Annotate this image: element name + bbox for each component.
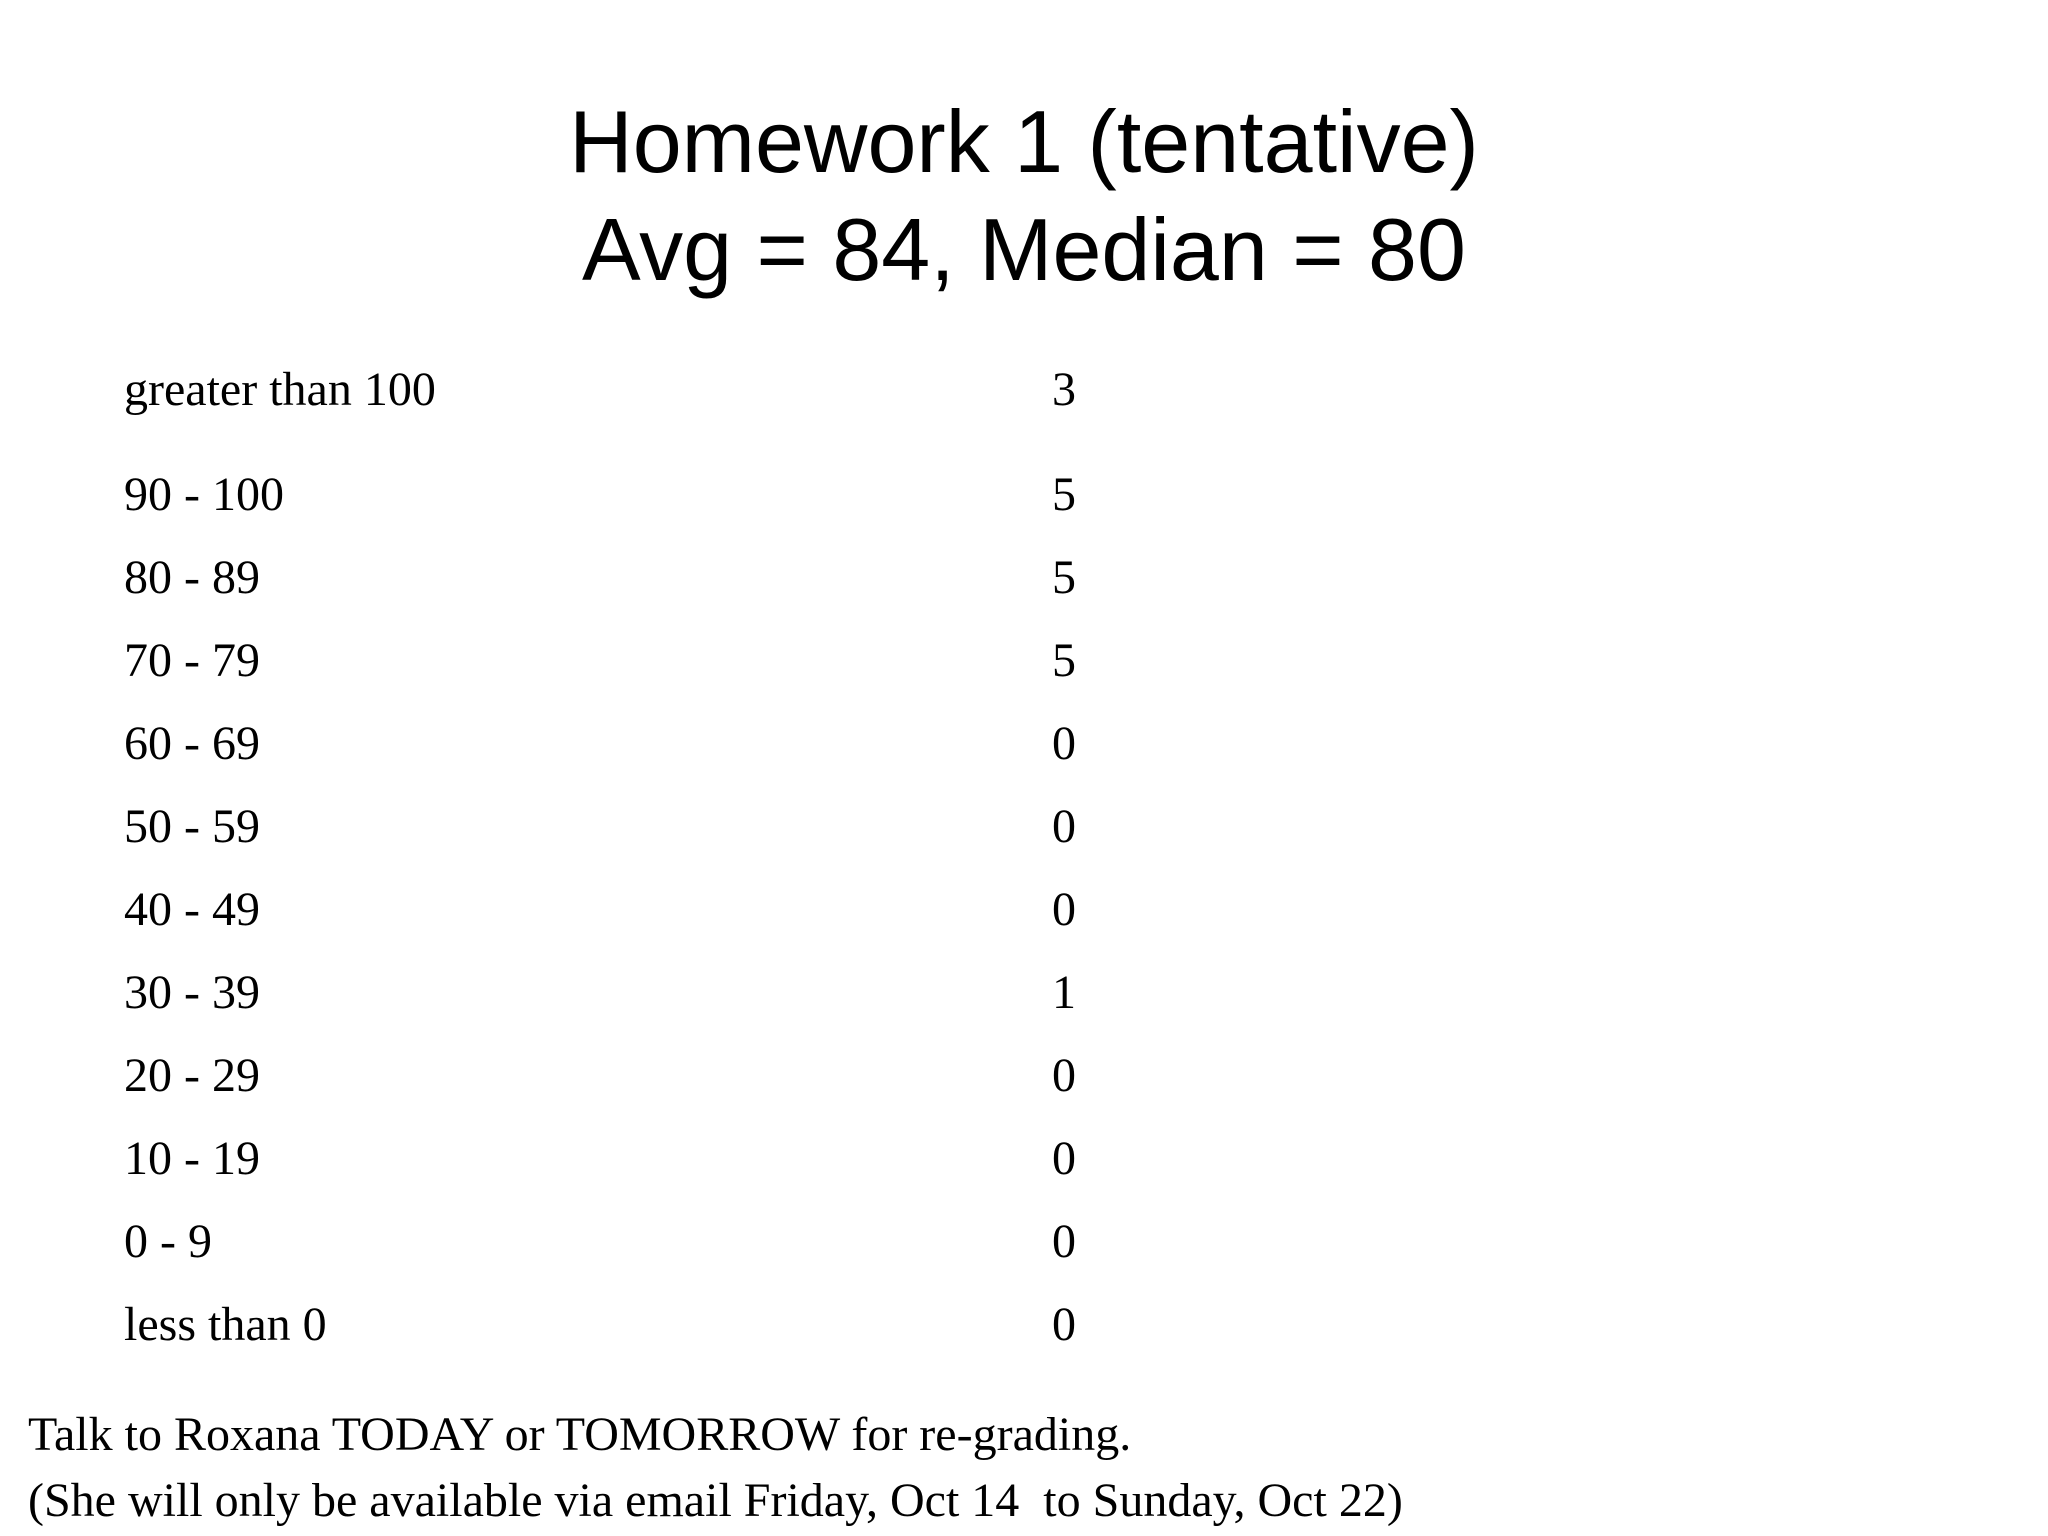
score-range: 20 - 29 (124, 1049, 260, 1102)
table-row (0, 1046, 2048, 1106)
table-row (0, 1212, 2048, 1272)
title-line-2: Avg = 84, Median = 80 (582, 200, 1466, 299)
title-line-1: Homework 1 (tentative) (569, 92, 1479, 191)
table-row (0, 797, 2048, 857)
student-count: 5 (1052, 634, 1076, 687)
student-count: 0 (1052, 883, 1076, 936)
note-line-1: Talk to Roxana TODAY or TOMORROW for re-grading. (28, 1408, 1132, 1461)
table-row (0, 1295, 2048, 1355)
student-count: 0 (1052, 1298, 1076, 1351)
score-range: 90 - 100 (124, 468, 284, 521)
student-count: 5 (1052, 551, 1076, 604)
regrading-note (28, 1402, 1403, 1534)
table-row (0, 360, 2048, 420)
student-count: 3 (1052, 363, 1076, 416)
student-count: 0 (1052, 717, 1076, 770)
score-range: 70 - 79 (124, 634, 260, 687)
table-row (0, 631, 2048, 691)
score-range: 30 - 39 (124, 966, 260, 1019)
student-count: 1 (1052, 966, 1076, 1019)
table-row (0, 548, 2048, 608)
student-count: 5 (1052, 468, 1076, 521)
table-row (0, 1129, 2048, 1189)
student-count: 0 (1052, 1215, 1076, 1268)
note-line-2: (She will only be available via email Friday, Oct 14 to Sunday, Oct 22) (28, 1474, 1403, 1527)
table-row (0, 714, 2048, 774)
score-range: 60 - 69 (124, 717, 260, 770)
score-range: greater than 100 (124, 363, 436, 416)
score-range: 0 - 9 (124, 1215, 212, 1268)
score-range: 80 - 89 (124, 551, 260, 604)
student-count: 0 (1052, 800, 1076, 853)
table-row (0, 963, 2048, 1023)
score-range: 50 - 59 (124, 800, 260, 853)
table-row (0, 465, 2048, 525)
score-range: less than 0 (124, 1298, 327, 1351)
student-count: 0 (1052, 1049, 1076, 1102)
score-range: 40 - 49 (124, 883, 260, 936)
score-range: 10 - 19 (124, 1132, 260, 1185)
table-row (0, 880, 2048, 940)
student-count: 0 (1052, 1132, 1076, 1185)
